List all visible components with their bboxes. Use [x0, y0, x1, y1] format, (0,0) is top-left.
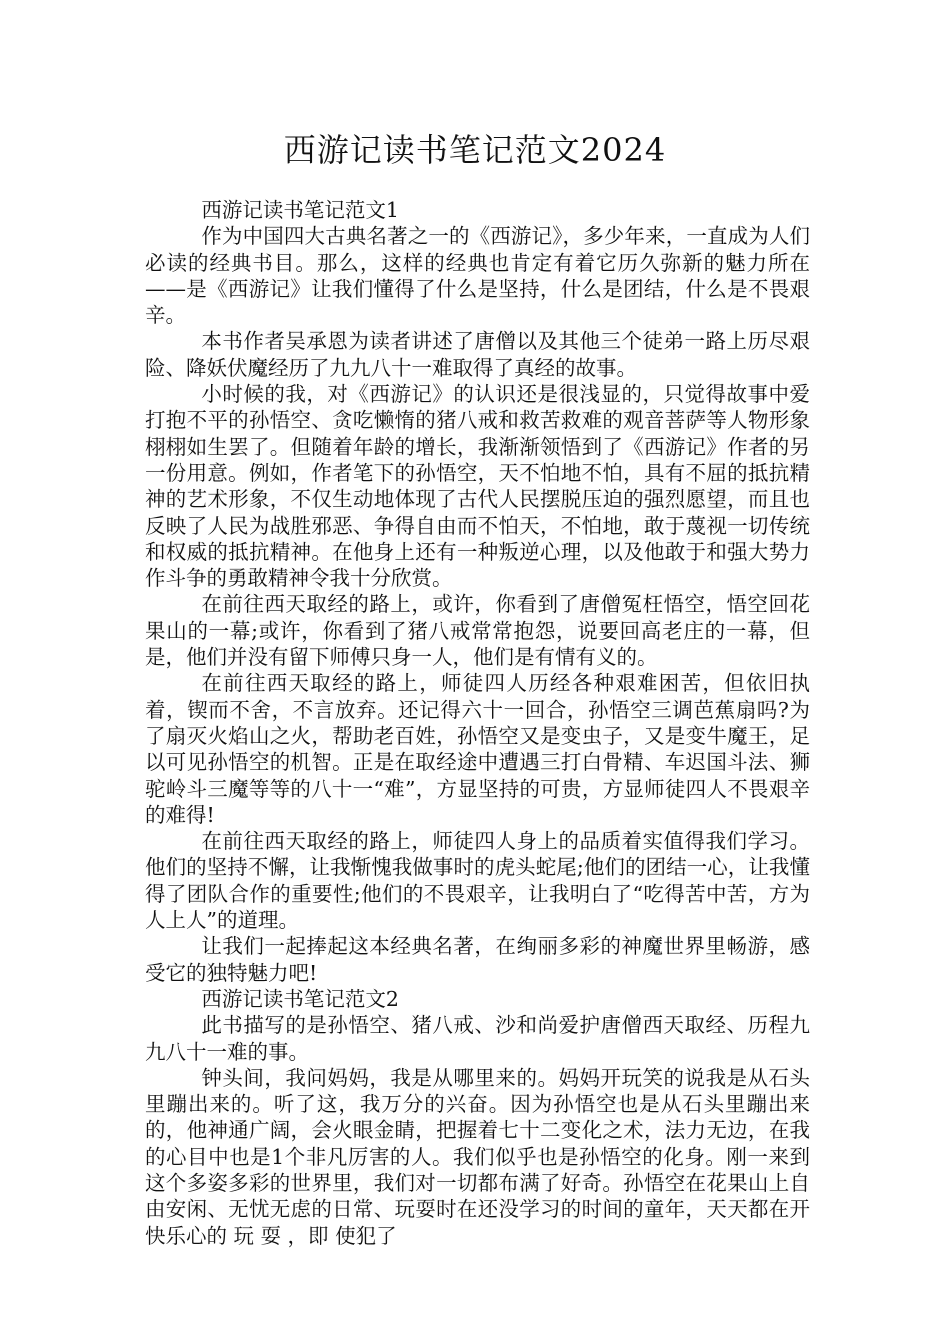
document-body — [145, 197, 810, 1249]
document-title: 西游记读书笔记范文2024 — [283, 131, 667, 169]
paragraph: 钟头间，我问妈妈，我是从哪里来的。妈妈开玩笑的说我是从石头里蹦出来的。听了这，我万分的兴奋。因为孙悟空也是从石头里蹦出来的，他神通广阔，会火眼金睛，把握着七十二变化之术，法力无边，在我的心目中也是1个非凡厉害的人。我们似乎也是孙悟空的化身。刚一来到这个多姿多彩的世界里，我们对一切都布满了好奇。孙悟空在花果山上自由安闲、无忧无虑的日常、玩耍时在还没学习的时间的童年，天天都在开快乐心的 玩 耍 ，即 使犯了 — [145, 1065, 810, 1248]
paragraph: 此书描写的是孙悟空、猪八戒、沙和尚爱护唐僧西天取经、历程九九八十一难的事。 — [145, 1013, 810, 1064]
paragraph: 本书作者吴承恩为读者讲述了唐僧以及其他三个徒弟一路上历尽艰险、降妖伏魔经历了九九八十一难取得了真经的故事。 — [145, 329, 810, 380]
paragraph: 在前往西天取经的路上，师徒四人身上的品质着实值得我们学习。他们的坚持不懈，让我惭愧我做事时的虎头蛇尾;他们的团结一心，让我懂得了团队合作的重要性;他们的不畏艰辛，让我明白了“吃得苦中苦，方为人上人”的道理。 — [145, 829, 810, 933]
paragraph: 小时候的我，对《西游记》的认识还是很浅显的，只觉得故事中爱打抱不平的孙悟空、贪吃懒惰的猪八戒和救苦救难的观音菩萨等人物形象栩栩如生罢了。但随着年龄的增长，我渐渐领悟到了《西游记》作者的另一份用意。例如，作者笔下的孙悟空，天不怕地不怕，具有不屈的抵抗精神的艺术形象，不仅生动地体现了古代人民摆脱压迫的强烈愿望，而且也反映了人民为战胜邪恶、争得自由而不怕天，不怕地，敢于蔑视一切传统和权威的抵抗精神。在他身上还有一种叛逆心理，以及他敢于和强大势力作斗争的勇敢精神令我十分欣赏。 — [145, 382, 810, 591]
section-heading: 西游记读书笔记范文2 — [201, 986, 399, 1011]
paragraph: 在前往西天取经的路上，或许，你看到了唐僧冤枉悟空，悟空回花果山的一幕;或许，你看到了猪八戒常常抱怨，说要回高老庄的一幕，但是，他们并没有留下师傅只身一人，他们是有情有义的。 — [145, 592, 810, 670]
paragraph: 让我们一起捧起这本经典名著，在绚丽多彩的神魔世界里畅游，感受它的独特魅力吧! — [145, 934, 810, 985]
section-heading: 西游记读书笔记范文1 — [201, 198, 399, 222]
paragraph: 作为中国四大古典名著之一的《西游记》，多少年来，一直成为人们必读的经典书目。那么，这样的经典也肯定有着它历久弥新的魅力所在——是《西游记》让我们懂得了什么是坚持，什么是团结，什么是不畏艰辛。 — [145, 224, 810, 328]
paragraph: 在前往西天取经的路上，师徒四人历经各种艰难困苦，但依旧执着，锲而不舍，不言放弃。还记得六十一回合，孙悟空三调芭蕉扇吗?为了扇灭火焰山之火，帮助老百姓，孙悟空又是变虫子，又是变牛魔王，足以可见孙悟空的机智。正是在取经途中遭遇三打白骨精、车迟国斗法、狮驼岭斗三魔等等的八十一“难”，方显坚持的可贵，方显师徒四人不畏艰辛的难得! — [145, 671, 810, 827]
